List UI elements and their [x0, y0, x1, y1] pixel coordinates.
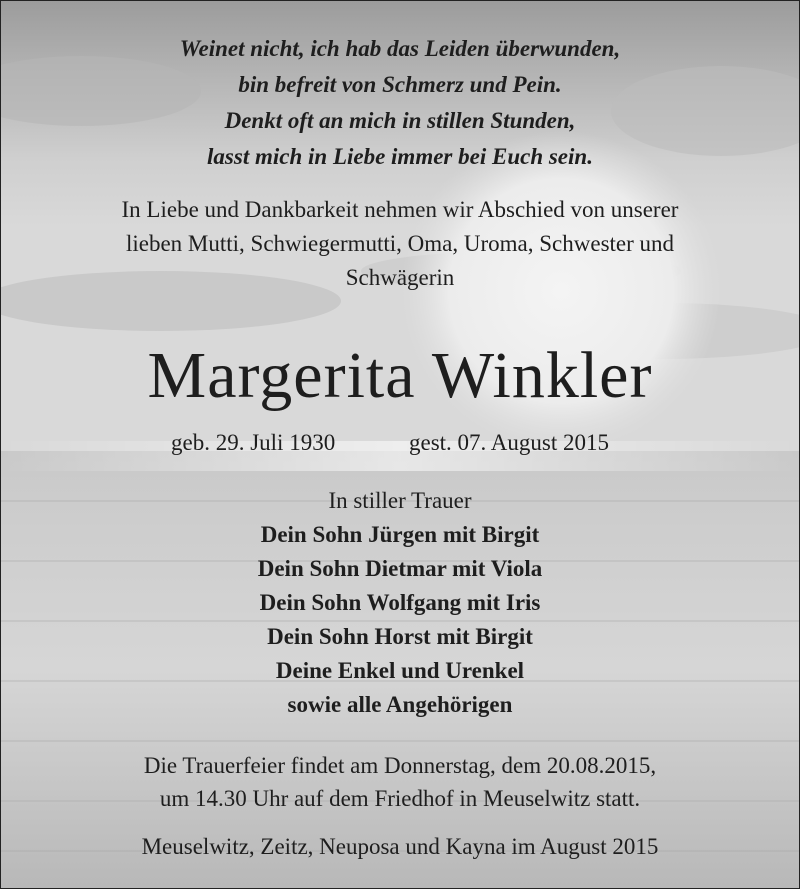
deceased-name: Margerita Winkler: [147, 339, 653, 412]
intro-line: In Liebe und Dankbarkeit nehmen wir Abschied von unserer: [121, 197, 679, 222]
funeral-line: um 14.30 Uhr auf dem Friedhof in Meuselwitz statt.: [159, 786, 641, 811]
poem: [1, 31, 799, 175]
mourners-list: [1, 484, 799, 722]
place-and-date: Meuselwitz, Zeitz, Neuposa und Kayna im August 2015: [141, 834, 659, 859]
birth-date: geb. 29. Juli 1930: [171, 430, 336, 455]
intro-line: Schwägerin: [345, 265, 455, 290]
funeral-info: [1, 749, 799, 815]
mourners-lead: In stiller Trauer: [328, 488, 472, 513]
intro-line: lieben Mutti, Schwiegermutti, Oma, Uroma, Schwester und: [125, 231, 675, 256]
mourner: Dein Sohn Wolfgang mit Iris: [259, 590, 541, 615]
poem-line: Weinet nicht, ich hab das Leiden überwunden,: [179, 36, 621, 61]
funeral-line: Die Trauerfeier findet am Donnerstag, dem 20.08.2015,: [143, 753, 657, 778]
poem-line: bin befreit von Schmerz und Pein.: [238, 72, 562, 97]
mourner: Deine Enkel und Urenkel: [275, 658, 525, 683]
intro-text: [41, 193, 759, 295]
mourner: sowie alle Angehörigen: [287, 692, 513, 717]
poem-line: Denkt oft an mich in stillen Stunden,: [224, 108, 576, 133]
mourner: Dein Sohn Horst mit Birgit: [267, 624, 533, 649]
mourner: Dein Sohn Dietmar mit Viola: [257, 556, 543, 581]
poem-line: lasst mich in Liebe immer bei Euch sein.: [207, 144, 593, 169]
mourner: Dein Sohn Jürgen mit Birgit: [260, 522, 540, 547]
death-date: gest. 07. August 2015: [409, 430, 609, 455]
